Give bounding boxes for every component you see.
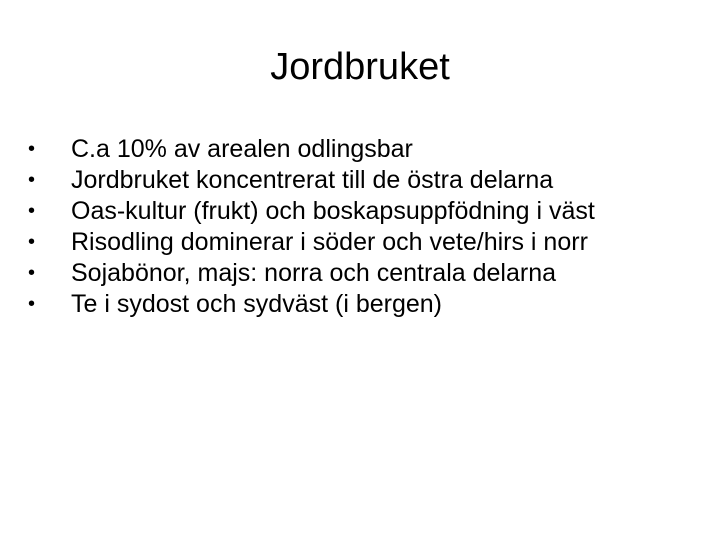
bullet-text: C.a 10% av arealen odlingsbar	[71, 135, 413, 163]
bullet-list	[26, 134, 676, 320]
bullet-icon: •	[28, 138, 36, 160]
bullet-item	[26, 134, 676, 165]
slide-title: Jordbruket	[270, 46, 450, 88]
bullet-item	[26, 258, 676, 289]
bullet-text: Jordbruket koncentrerat till de östra delarna	[71, 166, 554, 194]
bullet-icon: •	[28, 169, 36, 191]
bullet-icon: •	[28, 200, 36, 222]
bullet-text: Risodling dominerar i söder och vete/hirs i norr	[71, 228, 588, 256]
bullet-text: Te i sydost och sydväst (i bergen)	[71, 290, 442, 318]
bullet-icon: •	[28, 262, 36, 284]
bullet-item	[26, 289, 676, 320]
bullet-icon: •	[28, 293, 36, 315]
bullet-icon: •	[28, 231, 36, 253]
bullet-item	[26, 196, 676, 227]
bullet-item	[26, 227, 676, 258]
bullet-item	[26, 165, 676, 196]
bullet-text: Sojabönor, majs: norra och centrala delarna	[71, 259, 557, 287]
bullet-text: Oas-kultur (frukt) och boskapsuppfödning i väst	[71, 197, 595, 225]
